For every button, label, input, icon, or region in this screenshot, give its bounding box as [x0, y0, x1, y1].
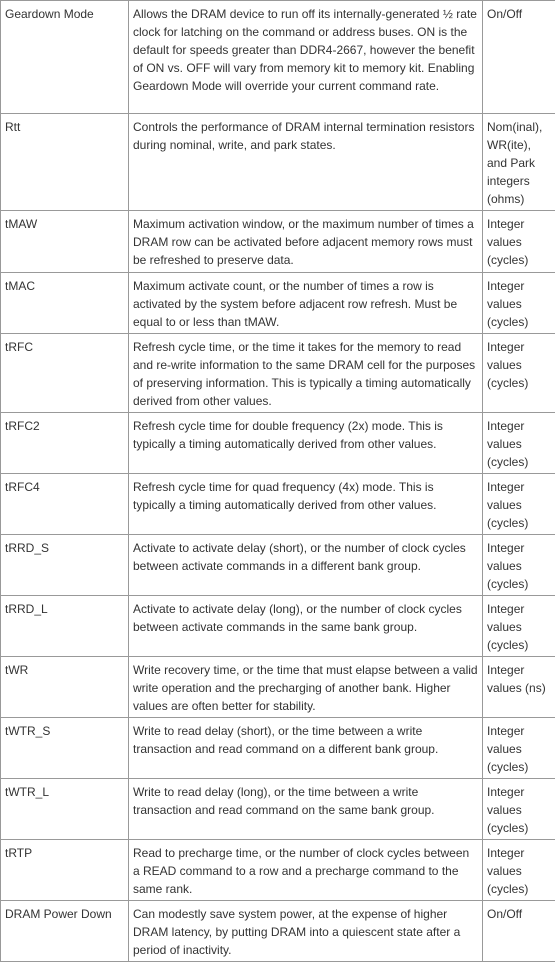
table-row [1, 1, 555, 114]
table-row [1, 474, 555, 535]
setting-name: tRFC4 [1, 474, 129, 535]
table-row [1, 211, 555, 273]
table-row [1, 114, 555, 211]
setting-values: Integer values (cycles) [483, 535, 555, 596]
setting-values: Integer values (cycles) [483, 596, 555, 657]
setting-values: On/Off [483, 901, 555, 962]
setting-values: Nom(inal), WR(ite), and Park integers (ohms) [483, 114, 555, 211]
table-row [1, 840, 555, 901]
setting-values: Integer values (ns) [483, 657, 555, 718]
setting-values: Integer values (cycles) [483, 211, 555, 273]
setting-values: On/Off [483, 1, 555, 114]
setting-values: Integer values (cycles) [483, 474, 555, 535]
setting-description: Allows the DRAM device to run off its internally-generated ½ rate clock for latching on the command or address buses. ON is the default for speeds greater than DDR4-2667, however the benefit of ON vs. OFF will vary from memory kit to memory kit. Enabling Geardown Mode will override your current command rate. [129, 1, 483, 114]
setting-name: tMAW [1, 211, 129, 273]
setting-name: DRAM Power Down [1, 901, 129, 962]
table-row [1, 596, 555, 657]
setting-name: tMAC [1, 273, 129, 334]
setting-description: Write to read delay (short), or the time between a write transaction and read command on a different bank group. [129, 718, 483, 779]
setting-description: Refresh cycle time, or the time it takes for the memory to read and re-write information to the same DRAM cell for the purposes of preserving information. This is typically a timing automatically derived from other values. [129, 334, 483, 413]
setting-values: Integer values (cycles) [483, 273, 555, 334]
setting-values: Integer values (cycles) [483, 718, 555, 779]
setting-name: tRRD_S [1, 535, 129, 596]
setting-description: Write to read delay (long), or the time between a write transaction and read command on the same bank group. [129, 779, 483, 840]
table-row [1, 901, 555, 962]
setting-name: Rtt [1, 114, 129, 211]
table-row [1, 334, 555, 413]
table-row [1, 718, 555, 779]
setting-name: tRTP [1, 840, 129, 901]
setting-name: tWR [1, 657, 129, 718]
setting-description: Refresh cycle time for quad frequency (4x) mode. This is typically a timing automatically derived from other values. [129, 474, 483, 535]
setting-values: Integer values (cycles) [483, 779, 555, 840]
setting-name: tRFC [1, 334, 129, 413]
setting-values: Integer values (cycles) [483, 413, 555, 474]
setting-description: Controls the performance of DRAM internal termination resistors during nominal, write, and park states. [129, 114, 483, 211]
table-row [1, 413, 555, 474]
setting-name: tWTR_S [1, 718, 129, 779]
setting-description: Activate to activate delay (long), or the number of clock cycles between activate commands in the same bank group. [129, 596, 483, 657]
setting-description: Can modestly save system power, at the expense of higher DRAM latency, by putting DRAM into a quiescent state after a period of inactivity. [129, 901, 483, 962]
setting-name: Geardown Mode [1, 1, 129, 114]
setting-name: tWTR_L [1, 779, 129, 840]
setting-name: tRRD_L [1, 596, 129, 657]
table-row [1, 657, 555, 718]
setting-name: tRFC2 [1, 413, 129, 474]
setting-description: Activate to activate delay (short), or the number of clock cycles between activate commands in a different bank group. [129, 535, 483, 596]
setting-values: Integer values (cycles) [483, 840, 555, 901]
setting-description: Refresh cycle time for double frequency (2x) mode. This is typically a timing automatically derived from other values. [129, 413, 483, 474]
table-row [1, 779, 555, 840]
setting-values: Integer values (cycles) [483, 334, 555, 413]
setting-description: Maximum activate count, or the number of times a row is activated by the system before adjacent row refresh. Must be equal to or less than tMAW. [129, 273, 483, 334]
table-row [1, 273, 555, 334]
setting-description: Read to precharge time, or the number of clock cycles between a READ command to a row and a precharge command to the same rank. [129, 840, 483, 901]
setting-description: Write recovery time, or the time that must elapse between a valid write operation and the precharging of another bank. Higher values are often better for stability. [129, 657, 483, 718]
table-row [1, 535, 555, 596]
setting-description: Maximum activation window, or the maximum number of times a DRAM row can be activated before adjacent memory rows must be refreshed to preserve data. [129, 211, 483, 273]
